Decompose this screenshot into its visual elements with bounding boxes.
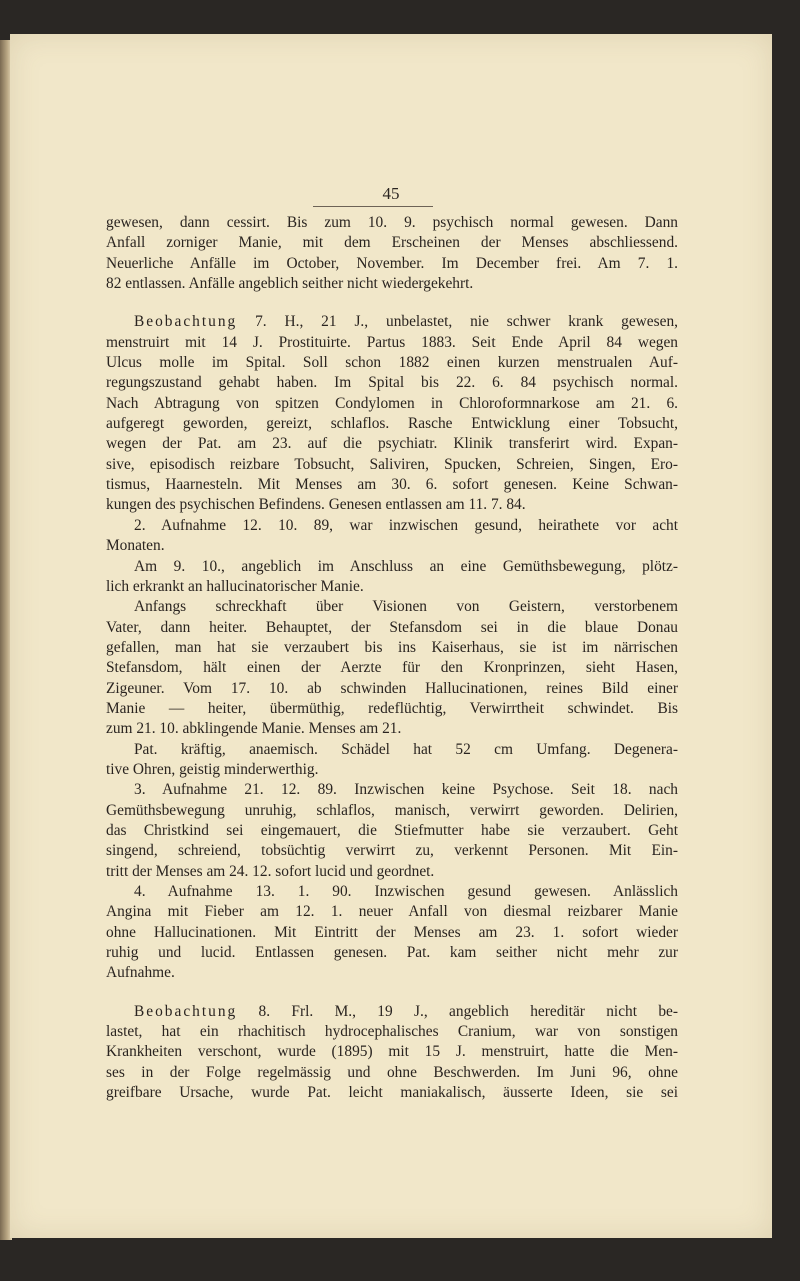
text-line: Am 9. 10., angeblich im Anschluss an eine Gemüthsbewegung, plötz- — [134, 557, 678, 575]
paragraph — [106, 557, 678, 598]
observation-heading: Beobachtung — [134, 313, 238, 331]
text-line: Ulcus molle im Spital. Soll schon 1882 einen kurzen menstrualen Auf- — [106, 354, 678, 372]
text-line: Angina mit Fieber am 12. 1. neuer Anfall von diesmal reizbarer Manie — [106, 903, 678, 921]
text-line: Anfall zorniger Manie, mit dem Erscheinen der Menses abschliessend. — [106, 234, 678, 252]
page-number-rule — [313, 206, 433, 207]
text-line: gewesen, dann cessirt. Bis zum 10. 9. psychisch normal gewesen. Dann — [106, 214, 678, 231]
text-line: menstruirt mit 14 J. Prostituirte. Partus 1883. Seit Ende April 84 wegen — [106, 333, 678, 351]
paragraph — [106, 516, 678, 557]
text-line: greifbare Ursache, wurde Pat. leicht maniakalisch, äusserte Ideen, sie sei — [106, 1084, 678, 1102]
text-line: Neuerliche Anfälle im October, November. Im December frei. Am 7. 1. — [106, 254, 678, 272]
text-line: Pat. kräftig, anaemisch. Schädel hat 52 cm Umfang. Degenera- — [134, 740, 678, 758]
text-line: wegen der Pat. am 23. auf die psychiatr. Klinik transferirt wird. Expan- — [106, 435, 678, 453]
text-line: Monaten. — [106, 537, 165, 555]
page-text — [106, 213, 678, 1103]
text-line: regungszustand gehabt haben. Im Spital bis 22. 6. 84 psychisch normal. — [106, 374, 678, 392]
text-line: gefallen, man hat sie verzaubert bis ins Kaiserhaus, sie ist im närrischen — [106, 638, 678, 656]
text-line: zum 21. 10. abklingende Manie. Menses am 21. — [106, 720, 402, 738]
observation-heading: Beobachtung — [134, 1002, 238, 1020]
text-line: kungen des psychischen Befindens. Genesen entlassen am 11. 7. 84. — [106, 496, 526, 514]
text-line: 2. Aufnahme 12. 10. 89, war inzwischen gesund, heirathete vor acht — [134, 516, 678, 534]
text-line: sive, episodisch reizbare Tobsucht, Saliviren, Spucken, Schreien, Singen, Ero- — [106, 455, 678, 473]
text-line-rest: 8. Frl. M., 19 J., angeblich hereditär nicht be- — [237, 1002, 678, 1020]
page-number: 45 — [382, 184, 400, 203]
paragraph — [106, 597, 678, 739]
paragraph — [106, 312, 678, 515]
book-page — [10, 34, 772, 1238]
text-line: Anfangs schreckhaft über Visionen von Geistern, verstorbenem — [134, 598, 678, 616]
section-gap — [106, 984, 678, 1002]
text-line-rest: 7. H., 21 J., unbelastet, nie schwer krank gewesen, — [237, 313, 678, 331]
text-line: ruhig und lucid. Entlassen genesen. Pat. kam seither nicht mehr zur — [106, 944, 678, 962]
section-gap — [106, 294, 678, 312]
text-line — [106, 312, 678, 332]
text-line: Manie — heiter, übermüthig, redeflüchtig, Verwirrtheit schwindet. Bis — [106, 699, 678, 717]
paragraph — [106, 882, 678, 984]
text-line: aufgeregt geworden, gereizt, schlaflos. Rasche Entwicklung einer Tobsucht, — [106, 415, 678, 433]
text-line: tive Ohren, geistig minderwerthig. — [106, 760, 319, 778]
text-line: lich erkrankt an hallucinatorischer Manie. — [106, 577, 364, 595]
text-line: lastet, hat ein rhachitisch hydrocephalisches Cranium, war von sonstigen — [106, 1023, 678, 1041]
paragraph — [106, 780, 678, 882]
text-line: 3. Aufnahme 21. 12. 89. Inzwischen keine Psychose. Seit 18. nach — [134, 781, 678, 799]
text-line: 82 entlassen. Anfälle angeblich seither nicht wiedergekehrt. — [106, 275, 474, 293]
text-line: Krankheiten verschont, wurde (1895) mit 15 J. menstruirt, hatte die Men- — [106, 1043, 678, 1061]
text-line: ohne Hallucinationen. Mit Eintritt der Menses am 23. 1. sofort wieder — [106, 923, 678, 941]
paragraph — [106, 740, 678, 781]
text-line: das Christkind sei eingemauert, die Stiefmutter habe sie verzaubert. Geht — [106, 821, 678, 839]
text-line: Gemüthsbewegung unruhig, schlaflos, manisch, verwirrt geworden. Delirien, — [106, 801, 678, 819]
text-line: Stefansdom, hält einen der Aerzte für den Kronprinzen, sieht Hasen, — [106, 659, 678, 677]
paragraph — [106, 1002, 678, 1104]
text-line: Aufnahme. — [106, 964, 175, 982]
text-line: 4. Aufnahme 13. 1. 90. Inzwischen gesund gewesen. Anlässlich — [134, 883, 678, 900]
text-line: Nach Abtragung von spitzen Condylomen in Chloroformnarkose am 21. 6. — [106, 394, 678, 412]
text-line: tismus, Haarnesteln. Mit Menses am 30. 6. sofort genesen. Keine Schwan- — [106, 476, 678, 494]
text-line: Vater, dann heiter. Behauptet, der Stefansdom sei in die blaue Donau — [106, 618, 678, 636]
paragraph — [106, 213, 678, 294]
text-line: singend, schreiend, tobsüchtig verwirrt zu, verkennt Personen. Mit Ein- — [106, 842, 678, 860]
text-line: tritt der Menses am 24. 12. sofort lucid und geordnet. — [106, 862, 435, 880]
text-line — [106, 1002, 678, 1022]
text-line: Zigeuner. Vom 17. 10. ab schwinden Hallucinationen, reines Bild einer — [106, 679, 678, 697]
text-line: ses in der Folge regelmässig und ohne Beschwerden. Im Juni 96, ohne — [106, 1063, 678, 1081]
